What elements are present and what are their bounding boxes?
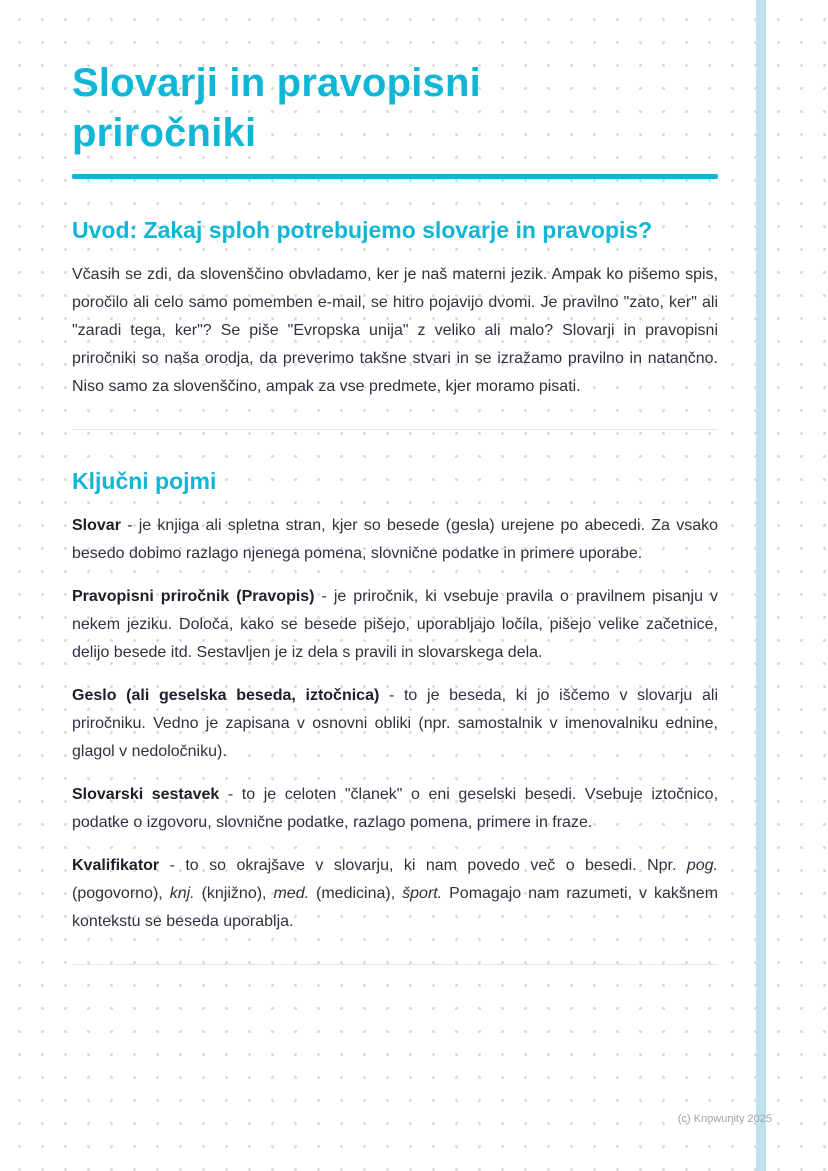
term-paragraph-slovarski-sestavek: [72, 781, 718, 837]
section-divider-bottom: [72, 964, 718, 965]
section-heading-uvod: Uvod: Zakaj sploh potrebujemo slovarje in pravopis?: [72, 217, 653, 243]
term-definition-segment: (pogovorno),: [72, 885, 170, 903]
section-divider-top: [72, 429, 718, 430]
term-label: Geslo (ali geselska beseda, iztočnica): [72, 687, 380, 705]
term-label: Kvalifikator: [72, 857, 160, 875]
term-paragraph-geslo: [72, 682, 718, 766]
term-definition: - je priročnik, ki vsebuje pravila o pravilnem pisanju v nekem jeziku. Določa, kako se besede pišejo, uporabljajo ločila, pišejo velike začetnice, delijo besede itd. Sestavljen je iz dela s pravili in slovarskega dela.: [72, 588, 718, 662]
page-title-line-1: Slovarji in pravopisni: [72, 61, 481, 105]
section-heading-pojmi: Ključni pojmi: [72, 468, 217, 495]
qualifier-abbrev: med.: [273, 885, 310, 903]
term-definition: - je knjiga ali spletna stran, kjer so besede (gesla) urejene po abecedi. Za vsako besedo dobimo razlago njenega pomena, slovnične podatke in primere uporabe.: [72, 517, 718, 563]
term-definition-segment: (knjižno),: [194, 885, 274, 903]
term-paragraph-kvalifikator: [72, 852, 718, 936]
page-title-line-2: priročniki: [72, 111, 257, 155]
term-definition: - to je celoten "članek" o eni geselski besedi. Vsebuje iztočnico, podatke o izgovoru, slovnične podatke, razlago pomena, primere in fraze.: [72, 786, 719, 832]
term-paragraph-slovar: [72, 512, 718, 568]
qualifier-abbrev: knj.: [169, 885, 195, 903]
term-label: Slovar: [72, 517, 121, 535]
term-label: Pravopisni priročnik (Pravopis): [72, 588, 315, 606]
page-content: [72, 58, 718, 965]
page-title: [72, 58, 718, 158]
term-paragraph-pravopisni-prirocnik: [72, 583, 718, 667]
term-definition-segment: (medicina),: [309, 885, 403, 903]
term-definition: - to je beseda, ki jo iščemo v slovarju ali priročniku. Vedno je zapisana v osnovni obliki (npr. samostalnik v imenovalniku ednine, glagol v nedoločniku).: [72, 687, 719, 761]
term-label: Slovarski sestavek: [72, 786, 220, 804]
footer-copyright: (c) Knowunity 2025: [677, 1113, 772, 1125]
title-underline: [72, 174, 718, 179]
qualifier-abbrev: pog.: [686, 857, 718, 875]
qualifier-abbrev: šport.: [402, 885, 443, 903]
term-definition-segment: - to so okrajšave v slovarju, ki nam povedo več o besedi. Npr.: [159, 857, 687, 875]
accent-stripe: [756, 0, 766, 1171]
paragraph-uvod: Včasih se zdi, da slovenščino obvladamo, ker je naš materni jezik. Ampak ko pišemo spis, poročilo ali celo samo pomemben e-mail, se hitro pojavijo dvomi. Je pravilno "zato, ker" ali "zaradi tega, ker"? Se piše "Evropska unija" z veliko ali malo? Slovarji in pravopisni priročniki so naša orodja, da preverimo takšne stvari in se izražamo pravilno in natančno. Niso samo za slovenščino, ampak za vse predmete, kjer moramo pisati.: [72, 266, 718, 396]
term-definition-segment: Pomagajo nam razumeti, v kakšnem kontekstu se beseda uporablja.: [72, 885, 719, 931]
